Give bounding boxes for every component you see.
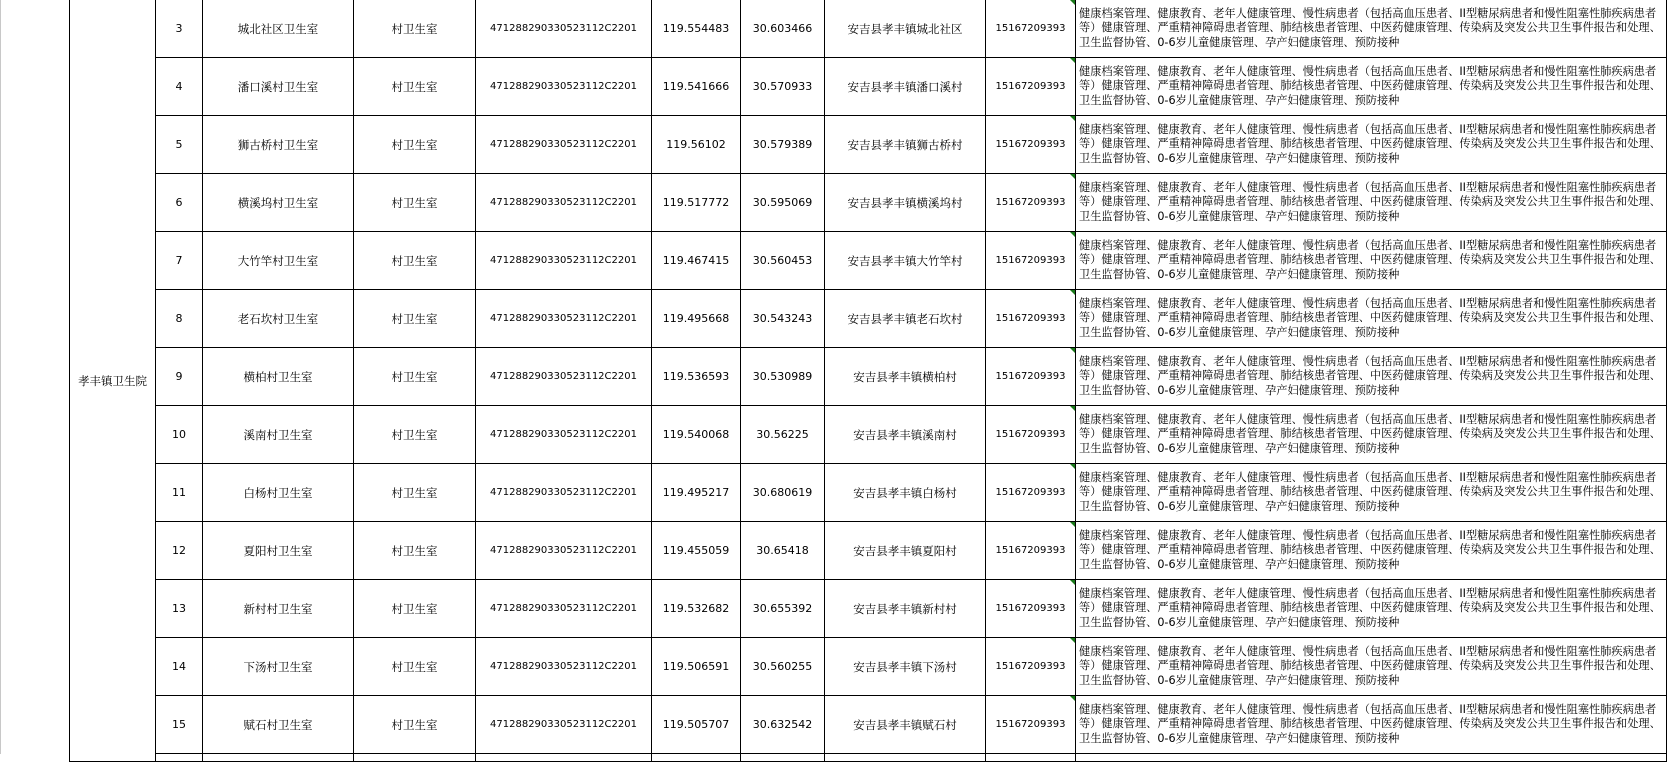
cell-longitude[interactable]: 119.517772	[652, 174, 741, 232]
empty-cell[interactable]	[741, 754, 825, 762]
cell-org-code[interactable]: 471288290330523112C2201	[476, 464, 652, 522]
cell-latitude[interactable]: 30.595069	[741, 174, 825, 232]
cell-clinic-name[interactable]: 溪南村卫生室	[203, 406, 354, 464]
phone-text: 15167209393	[995, 487, 1066, 498]
cell-clinic-type[interactable]: 村卫生室	[354, 232, 476, 290]
cell-row-number[interactable]: 11	[156, 464, 203, 522]
cell-org-code[interactable]: 471288290330523112C2201	[476, 348, 652, 406]
cell-clinic-type[interactable]: 村卫生室	[354, 58, 476, 116]
number-as-text-indicator-icon	[1070, 696, 1075, 701]
table-row	[70, 174, 1667, 232]
cell-latitude[interactable]: 30.530989	[741, 348, 825, 406]
table-row	[70, 290, 1667, 348]
number-as-text-indicator-icon	[1070, 580, 1075, 585]
cell-longitude[interactable]: 119.532682	[652, 580, 741, 638]
number-as-text-indicator-icon	[1070, 348, 1075, 353]
cell-clinic-type[interactable]: 村卫生室	[354, 522, 476, 580]
number-as-text-indicator-icon	[1070, 638, 1075, 643]
number-as-text-indicator-icon	[1070, 116, 1075, 121]
cell-latitude[interactable]: 30.543243	[741, 290, 825, 348]
cell-row-number[interactable]: 12	[156, 522, 203, 580]
cell-clinic-type[interactable]: 村卫生室	[354, 696, 476, 754]
cell-services[interactable]: 健康档案管理、健康教育、老年人健康管理、慢性病患者（包括高血压患者、II型糖尿病患者和慢性阻塞性肺疾病患者等）健康管理、严重精神障碍患者管理、肺结核患者管理、中医药健康管理、传染病及突发公共卫生事件报告和处理、卫生监督协管、0-6岁儿童健康管理、孕产妇健康管理、预防接种	[1076, 580, 1667, 638]
cell-services[interactable]: 健康档案管理、健康教育、老年人健康管理、慢性病患者（包括高血压患者、II型糖尿病患者和慢性阻塞性肺疾病患者等）健康管理、严重精神障碍患者管理、肺结核患者管理、中医药健康管理、传染病及突发公共卫生事件报告和处理、卫生监督协管、0-6岁儿童健康管理、孕产妇健康管理、预防接种	[1076, 116, 1667, 174]
cell-latitude[interactable]: 30.560453	[741, 232, 825, 290]
cell-address[interactable]: 安吉县孝丰镇新村村	[825, 580, 986, 638]
cell-longitude[interactable]: 119.540068	[652, 406, 741, 464]
empty-cell[interactable]	[203, 754, 354, 762]
cell-clinic-type[interactable]: 村卫生室	[354, 464, 476, 522]
cell-services[interactable]: 健康档案管理、健康教育、老年人健康管理、慢性病患者（包括高血压患者、II型糖尿病患者和慢性阻塞性肺疾病患者等）健康管理、严重精神障碍患者管理、肺结核患者管理、中医药健康管理、传染病及突发公共卫生事件报告和处理、卫生监督协管、0-6岁儿童健康管理、孕产妇健康管理、预防接种	[1076, 0, 1667, 58]
cell-clinic-name[interactable]: 白杨村卫生室	[203, 464, 354, 522]
phone-text: 15167209393	[995, 719, 1066, 730]
cell-row-number[interactable]: 6	[156, 174, 203, 232]
table-row	[70, 580, 1667, 638]
cell-org-code[interactable]: 471288290330523112C2201	[476, 174, 652, 232]
cell-phone[interactable]	[986, 0, 1076, 58]
cell-latitude[interactable]: 30.603466	[741, 0, 825, 58]
empty-cell[interactable]	[476, 754, 652, 762]
cell-phone[interactable]	[986, 522, 1076, 580]
cell-clinic-type[interactable]: 村卫生室	[354, 290, 476, 348]
cell-org-code[interactable]: 471288290330523112C2201	[476, 232, 652, 290]
empty-cell[interactable]	[1076, 754, 1667, 762]
cell-org-code[interactable]: 471288290330523112C2201	[476, 522, 652, 580]
number-as-text-indicator-icon	[1070, 406, 1075, 411]
cell-phone[interactable]	[986, 696, 1076, 754]
cell-row-number[interactable]: 15	[156, 696, 203, 754]
cell-address[interactable]: 安吉县孝丰镇横柏村	[825, 348, 986, 406]
cell-org-code[interactable]: 471288290330523112C2201	[476, 696, 652, 754]
cell-longitude[interactable]: 119.506591	[652, 638, 741, 696]
cell-latitude[interactable]: 30.65418	[741, 522, 825, 580]
cell-address[interactable]: 安吉县孝丰镇赋石村	[825, 696, 986, 754]
cell-org-code[interactable]: 471288290330523112C2201	[476, 580, 652, 638]
cell-latitude[interactable]: 30.56225	[741, 406, 825, 464]
empty-cell[interactable]	[156, 754, 203, 762]
table-row	[70, 522, 1667, 580]
cell-clinic-name[interactable]: 横溪坞村卫生室	[203, 174, 354, 232]
cell-phone[interactable]	[986, 580, 1076, 638]
cell-clinic-type[interactable]: 村卫生室	[354, 580, 476, 638]
cell-phone[interactable]	[986, 116, 1076, 174]
empty-cell[interactable]	[986, 754, 1076, 762]
cell-row-number[interactable]: 7	[156, 232, 203, 290]
cell-row-number[interactable]: 13	[156, 580, 203, 638]
cell-clinic-name[interactable]: 横柏村卫生室	[203, 348, 354, 406]
cell-row-number[interactable]: 3	[156, 0, 203, 58]
cell-services[interactable]: 健康档案管理、健康教育、老年人健康管理、慢性病患者（包括高血压患者、II型糖尿病患者和慢性阻塞性肺疾病患者等）健康管理、严重精神障碍患者管理、肺结核患者管理、中医药健康管理、传染病及突发公共卫生事件报告和处理、卫生监督协管、0-6岁儿童健康管理、孕产妇健康管理、预防接种	[1076, 290, 1667, 348]
cell-clinic-name[interactable]: 城北社区卫生室	[203, 0, 354, 58]
table-row	[70, 406, 1667, 464]
cell-longitude[interactable]: 119.495668	[652, 290, 741, 348]
cell-row-number[interactable]: 10	[156, 406, 203, 464]
cell-clinic-name[interactable]: 新村村卫生室	[203, 580, 354, 638]
cell-row-number[interactable]: 9	[156, 348, 203, 406]
cell-row-number[interactable]: 8	[156, 290, 203, 348]
table-row	[70, 638, 1667, 696]
cell-health-center-group[interactable]: 孝丰镇卫生院	[70, 0, 156, 762]
cell-services[interactable]: 健康档案管理、健康教育、老年人健康管理、慢性病患者（包括高血压患者、II型糖尿病患者和慢性阻塞性肺疾病患者等）健康管理、严重精神障碍患者管理、肺结核患者管理、中医药健康管理、传染病及突发公共卫生事件报告和处理、卫生监督协管、0-6岁儿童健康管理、孕产妇健康管理、预防接种	[1076, 638, 1667, 696]
cell-row-number[interactable]: 4	[156, 58, 203, 116]
cell-address[interactable]: 安吉县孝丰镇下汤村	[825, 638, 986, 696]
empty-cell[interactable]	[354, 754, 476, 762]
cell-longitude[interactable]: 119.505707	[652, 696, 741, 754]
cell-address[interactable]: 安吉县孝丰镇横溪坞村	[825, 174, 986, 232]
cell-address[interactable]: 安吉县孝丰镇老石坎村	[825, 290, 986, 348]
number-as-text-indicator-icon	[1070, 232, 1075, 237]
table-row	[70, 116, 1667, 174]
cell-latitude[interactable]: 30.560255	[741, 638, 825, 696]
empty-cell[interactable]	[825, 754, 986, 762]
cell-address[interactable]: 安吉县孝丰镇大竹竿村	[825, 232, 986, 290]
cell-address[interactable]: 安吉县孝丰镇溪南村	[825, 406, 986, 464]
cell-services[interactable]: 健康档案管理、健康教育、老年人健康管理、慢性病患者（包括高血压患者、II型糖尿病患者和慢性阻塞性肺疾病患者等）健康管理、严重精神障碍患者管理、肺结核患者管理、中医药健康管理、传染病及突发公共卫生事件报告和处理、卫生监督协管、0-6岁儿童健康管理、孕产妇健康管理、预防接种	[1076, 464, 1667, 522]
cell-clinic-type[interactable]: 村卫生室	[354, 174, 476, 232]
cell-longitude[interactable]: 119.536593	[652, 348, 741, 406]
cell-row-number[interactable]: 14	[156, 638, 203, 696]
table-row	[70, 696, 1667, 754]
cell-org-code[interactable]: 471288290330523112C2201	[476, 116, 652, 174]
table-row	[70, 0, 1667, 58]
cell-services[interactable]: 健康档案管理、健康教育、老年人健康管理、慢性病患者（包括高血压患者、II型糖尿病患者和慢性阻塞性肺疾病患者等）健康管理、严重精神障碍患者管理、肺结核患者管理、中医药健康管理、传染病及突发公共卫生事件报告和处理、卫生监督协管、0-6岁儿童健康管理、孕产妇健康管理、预防接种	[1076, 232, 1667, 290]
cell-longitude[interactable]: 119.541666	[652, 58, 741, 116]
phone-text: 15167209393	[995, 139, 1066, 150]
cell-phone[interactable]	[986, 406, 1076, 464]
phone-text: 15167209393	[995, 603, 1066, 614]
cell-org-code[interactable]: 471288290330523112C2201	[476, 406, 652, 464]
cell-latitude[interactable]: 30.570933	[741, 58, 825, 116]
phone-text: 15167209393	[995, 197, 1066, 208]
cell-org-code[interactable]: 471288290330523112C2201	[476, 58, 652, 116]
table-row-partial	[70, 754, 1667, 762]
cell-longitude[interactable]: 119.554483	[652, 0, 741, 58]
phone-text: 15167209393	[995, 255, 1066, 266]
cell-clinic-name[interactable]: 夏阳村卫生室	[203, 522, 354, 580]
cell-org-code[interactable]: 471288290330523112C2201	[476, 0, 652, 58]
cell-clinic-name[interactable]: 大竹竿村卫生室	[203, 232, 354, 290]
cell-services[interactable]: 健康档案管理、健康教育、老年人健康管理、慢性病患者（包括高血压患者、II型糖尿病患者和慢性阻塞性肺疾病患者等）健康管理、严重精神障碍患者管理、肺结核患者管理、中医药健康管理、传染病及突发公共卫生事件报告和处理、卫生监督协管、0-6岁儿童健康管理、孕产妇健康管理、预防接种	[1076, 696, 1667, 754]
cell-phone[interactable]	[986, 174, 1076, 232]
table-row	[70, 348, 1667, 406]
cell-phone[interactable]	[986, 638, 1076, 696]
phone-text: 15167209393	[995, 545, 1066, 556]
phone-text: 15167209393	[995, 429, 1066, 440]
cell-services[interactable]: 健康档案管理、健康教育、老年人健康管理、慢性病患者（包括高血压患者、II型糖尿病患者和慢性阻塞性肺疾病患者等）健康管理、严重精神障碍患者管理、肺结核患者管理、中医药健康管理、传染病及突发公共卫生事件报告和处理、卫生监督协管、0-6岁儿童健康管理、孕产妇健康管理、预防接种	[1076, 406, 1667, 464]
cell-longitude[interactable]: 119.56102	[652, 116, 741, 174]
table-row	[70, 464, 1667, 522]
cell-org-code[interactable]: 471288290330523112C2201	[476, 638, 652, 696]
cell-clinic-type[interactable]: 村卫生室	[354, 348, 476, 406]
cell-clinic-type[interactable]: 村卫生室	[354, 0, 476, 58]
table-body	[70, 0, 1667, 762]
cell-row-number[interactable]: 5	[156, 116, 203, 174]
cell-phone[interactable]	[986, 348, 1076, 406]
cell-clinic-name[interactable]: 下汤村卫生室	[203, 638, 354, 696]
cell-longitude[interactable]: 119.495217	[652, 464, 741, 522]
phone-text: 15167209393	[995, 371, 1066, 382]
cell-org-code[interactable]: 471288290330523112C2201	[476, 290, 652, 348]
table-row	[70, 232, 1667, 290]
phone-text: 15167209393	[995, 23, 1066, 34]
number-as-text-indicator-icon	[1070, 290, 1075, 295]
cell-phone[interactable]	[986, 58, 1076, 116]
cell-clinic-type[interactable]: 村卫生室	[354, 406, 476, 464]
sheet-left-border	[0, 0, 1, 754]
phone-text: 15167209393	[995, 661, 1066, 672]
cell-clinic-name[interactable]: 赋石村卫生室	[203, 696, 354, 754]
cell-services[interactable]: 健康档案管理、健康教育、老年人健康管理、慢性病患者（包括高血压患者、II型糖尿病患者和慢性阻塞性肺疾病患者等）健康管理、严重精神障碍患者管理、肺结核患者管理、中医药健康管理、传染病及突发公共卫生事件报告和处理、卫生监督协管、0-6岁儿童健康管理、孕产妇健康管理、预防接种	[1076, 58, 1667, 116]
number-as-text-indicator-icon	[1070, 58, 1075, 63]
cell-phone[interactable]	[986, 290, 1076, 348]
cell-phone[interactable]	[986, 232, 1076, 290]
cell-latitude[interactable]: 30.632542	[741, 696, 825, 754]
cell-clinic-name[interactable]: 潘口溪村卫生室	[203, 58, 354, 116]
cell-address[interactable]: 安吉县孝丰镇夏阳村	[825, 522, 986, 580]
number-as-text-indicator-icon	[1070, 464, 1075, 469]
cell-longitude[interactable]: 119.455059	[652, 522, 741, 580]
phone-text: 15167209393	[995, 313, 1066, 324]
cell-clinic-type[interactable]: 村卫生室	[354, 638, 476, 696]
phone-text: 15167209393	[995, 81, 1066, 92]
number-as-text-indicator-icon	[1070, 0, 1075, 5]
cell-latitude[interactable]: 30.579389	[741, 116, 825, 174]
cell-address[interactable]: 安吉县孝丰镇潘口溪村	[825, 58, 986, 116]
cell-address[interactable]: 安吉县孝丰镇白杨村	[825, 464, 986, 522]
cell-services[interactable]: 健康档案管理、健康教育、老年人健康管理、慢性病患者（包括高血压患者、II型糖尿病患者和慢性阻塞性肺疾病患者等）健康管理、严重精神障碍患者管理、肺结核患者管理、中医药健康管理、传染病及突发公共卫生事件报告和处理、卫生监督协管、0-6岁儿童健康管理、孕产妇健康管理、预防接种	[1076, 174, 1667, 232]
cell-address[interactable]: 安吉县孝丰镇城北社区	[825, 0, 986, 58]
cell-latitude[interactable]: 30.655392	[741, 580, 825, 638]
number-as-text-indicator-icon	[1070, 522, 1075, 527]
cell-clinic-name[interactable]: 狮古桥村卫生室	[203, 116, 354, 174]
cell-services[interactable]: 健康档案管理、健康教育、老年人健康管理、慢性病患者（包括高血压患者、II型糖尿病患者和慢性阻塞性肺疾病患者等）健康管理、严重精神障碍患者管理、肺结核患者管理、中医药健康管理、传染病及突发公共卫生事件报告和处理、卫生监督协管、0-6岁儿童健康管理、孕产妇健康管理、预防接种	[1076, 348, 1667, 406]
cell-latitude[interactable]: 30.680619	[741, 464, 825, 522]
clinic-table	[69, 0, 1667, 762]
cell-phone[interactable]	[986, 464, 1076, 522]
number-as-text-indicator-icon	[1070, 174, 1075, 179]
cell-clinic-name[interactable]: 老石坎村卫生室	[203, 290, 354, 348]
cell-address[interactable]: 安吉县孝丰镇狮古桥村	[825, 116, 986, 174]
cell-services[interactable]: 健康档案管理、健康教育、老年人健康管理、慢性病患者（包括高血压患者、II型糖尿病患者和慢性阻塞性肺疾病患者等）健康管理、严重精神障碍患者管理、肺结核患者管理、中医药健康管理、传染病及突发公共卫生事件报告和处理、卫生监督协管、0-6岁儿童健康管理、孕产妇健康管理、预防接种	[1076, 522, 1667, 580]
cell-longitude[interactable]: 119.467415	[652, 232, 741, 290]
empty-cell[interactable]	[652, 754, 741, 762]
table-row	[70, 58, 1667, 116]
cell-clinic-type[interactable]: 村卫生室	[354, 116, 476, 174]
